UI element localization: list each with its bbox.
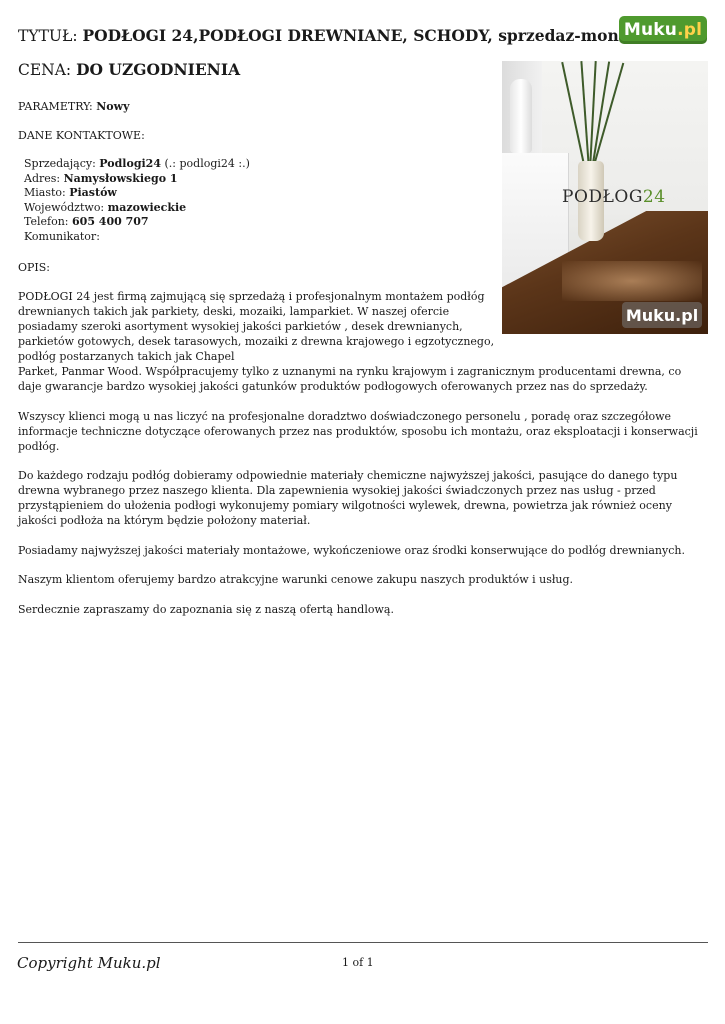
description-paragraph: Serdecznie zapraszamy do zapoznania się z naszą ofertą handlową.	[18, 602, 394, 616]
listing-title	[18, 26, 619, 45]
region-value: mazowieckie	[107, 200, 187, 214]
description-body	[18, 289, 708, 631]
listing-price	[18, 60, 240, 79]
region-label: Województwo:	[24, 200, 105, 214]
description-text-wide: Parket, Panmar Wood. Współpracujemy tylko z uznanymi na rynku krajowym i zagranicznym producentami drewna, co daje gwarancje bardzo wysokiej jakości gatunków produktów podłogowych oferowanych przez nas do sprzedaży.	[18, 365, 682, 393]
description-text-narrow: PODŁOGI 24 jest firmą zajmującą się sprzedażą i profesjonalnym montażem podłóg drewnianych takich jak parkiety, deski, mozaiki, lamparkiet. W naszej ofercie posiadamy szeroki asortyment wysokiej jakości parkietów , desek drewnianych, parkietów gotowych, desek tarasowych, mozaiki z drewna krajowego i egzotycznego, podłóg postarzanych takich jak Chapel	[18, 290, 495, 363]
params-value: Nowy	[96, 100, 130, 113]
logo-suffix: .pl	[677, 20, 703, 40]
footer-divider	[18, 942, 708, 943]
description-heading: OPIS:	[18, 261, 51, 274]
city-value: Piastów	[69, 186, 117, 199]
phone-value[interactable]: 605 400 707	[72, 215, 149, 228]
photo-figurine	[510, 79, 532, 153]
address-row	[24, 171, 250, 186]
messenger-label: Komunikator:	[24, 229, 100, 243]
contact-heading: DANE KONTAKTOWE:	[18, 129, 145, 142]
plant-stem	[594, 63, 625, 164]
address-label: Adres:	[24, 171, 61, 185]
phone-label: Telefon:	[24, 215, 69, 228]
phone-row	[24, 214, 250, 229]
address-value: Namysłowskiego 1	[63, 171, 178, 185]
description-paragraph: Naszym klientom oferujemy bardzo atrakcyjne warunki cenowe zakupu naszych produktów i usług.	[18, 573, 574, 586]
city-label: Miasto:	[24, 186, 66, 199]
photo-brand-number: 24	[642, 187, 666, 207]
parameters	[18, 99, 130, 114]
description-paragraph	[18, 289, 708, 394]
seller-row	[24, 156, 250, 171]
price-label: CENA:	[18, 61, 72, 79]
description-paragraph: Wszyscy klienci mogą u nas liczyć na profesjonalne doradztwo doświadczonego personelu , poradę oraz szczegółowe informacje techniczne dotyczące oferowanych przez nas produktów, sposobu ich montażu, oraz eksploatacji i konserwacji podłóg.	[18, 409, 698, 453]
photo-watermark: Muku.pl	[622, 302, 702, 328]
footer-copyright: Copyright Muku.pl	[17, 954, 161, 972]
page-counter: 1 of 1	[342, 956, 374, 969]
title-label: TYTUŁ:	[18, 27, 78, 45]
messenger-row	[24, 229, 250, 244]
logo-text: Muku	[623, 20, 678, 40]
photo-brand-text: PODŁOG	[562, 187, 643, 207]
photo-brand-logo	[562, 187, 666, 207]
title-value: PODŁOGI 24,PODŁOGI DREWNIANE, SCHODY, sprzedaz-mon	[82, 26, 619, 45]
description-paragraph: Do każdego rodzaju podłóg dobieramy odpowiednie materiały chemiczne najwyższej jakości, pasujące do danego typu drewna wybranego przez naszego klienta. Dla zapewnienia wysokiej jakości świadczonych przez nas usług - przed przystąpieniem do ułożenia podłogi wykonujemy pomiary wilgotności wylewek, drewna, powietrza jak również oceny jakości podłoża na którym będzie położony materiał.	[18, 469, 678, 527]
price-value: DO UZGODNIENIA	[76, 60, 241, 79]
seller-extra: (.: podlogi24 :.)	[164, 157, 250, 170]
region-row	[24, 200, 250, 215]
seller-value: Podlogi24	[99, 157, 161, 170]
contact-details	[24, 156, 250, 243]
city-row	[24, 185, 250, 200]
seller-label: Sprzedający:	[24, 157, 96, 170]
muku-logo[interactable]	[619, 16, 707, 44]
description-paragraph: Posiadamy najwyższej jakości materiały montażowe, wykończeniowe oraz środki konserwujące do podłóg drewnianych.	[18, 543, 685, 557]
params-label: PARAMETRY:	[18, 100, 93, 113]
